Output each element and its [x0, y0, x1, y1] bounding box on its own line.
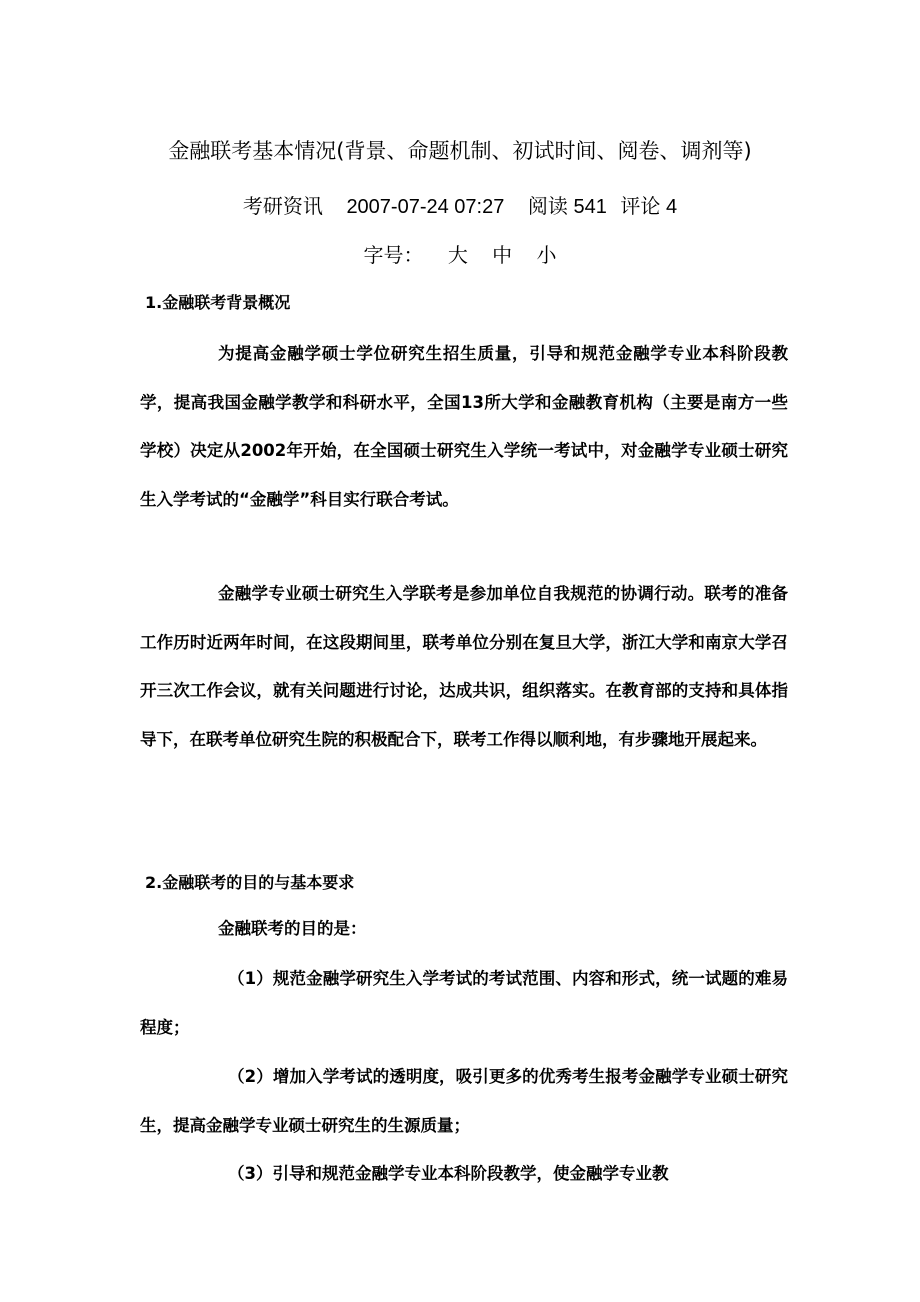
- section2-item-1: （1）规范金融学研究生入学考试的考试范围、内容和形式，统一试题的难易程度；: [140, 969, 788, 1037]
- section1-paragraph-1: 为提高金融学硕士学位研究生招生质量，引导和规范金融学专业本科阶段教学，提高我国金融学教学和科研水平，全国13所大学和金融教育机构（主要是南方一些学校）决定从2002年开始，在全国硕士研究生入学统一考试中，对金融学专业硕士研究生入学考试的“金融学”科目实行联合考试。: [140, 344, 788, 509]
- font-size-medium[interactable]: 中: [492, 243, 513, 267]
- section2-heading: 2.金融联考的目的与基本要求: [145, 873, 355, 892]
- article-category[interactable]: 考研资讯: [242, 196, 323, 218]
- section2-item-3: （3）引导和规范金融学专业本科阶段教学，使金融学专业教: [228, 1164, 669, 1183]
- article-title: 金融联考基本情况(背景、命题机制、初试时间、阅卷、调剂等): [168, 139, 752, 163]
- font-size-large[interactable]: 大: [447, 243, 468, 267]
- section2-intro: 金融联考的目的是：: [218, 919, 367, 938]
- section1-heading: 1.金融联考背景概况: [145, 293, 291, 312]
- font-size-label: 字号：: [363, 243, 424, 267]
- article-datetime: 2007-07-24 07:27: [346, 196, 505, 218]
- article-reads: 阅读 541: [527, 196, 607, 218]
- article-meta: [0, 192, 920, 222]
- font-size-small[interactable]: 小: [536, 243, 557, 267]
- font-size-selector: [0, 240, 920, 270]
- section2-item-2: （2）增加入学考试的透明度，吸引更多的优秀考生报考金融学专业硕士研究生，提高金融学专业硕士研究生的生源质量；: [140, 1067, 788, 1135]
- article-comments[interactable]: 评论 4: [620, 196, 678, 218]
- section1-paragraph-2: 金融学专业硕士研究生入学联考是参加单位自我规范的协调行动。联考的准备工作历时近两年时间，在这段期间里，联考单位分别在复旦大学，浙江大学和南京大学召开三次工作会议，就有关问题进行讨论，达成共识，组织落实。在教育部的支持和具体指导下，在联考单位研究生院的积极配合下，联考工作得以顺利地，有步骤地开展起来。: [140, 584, 788, 749]
